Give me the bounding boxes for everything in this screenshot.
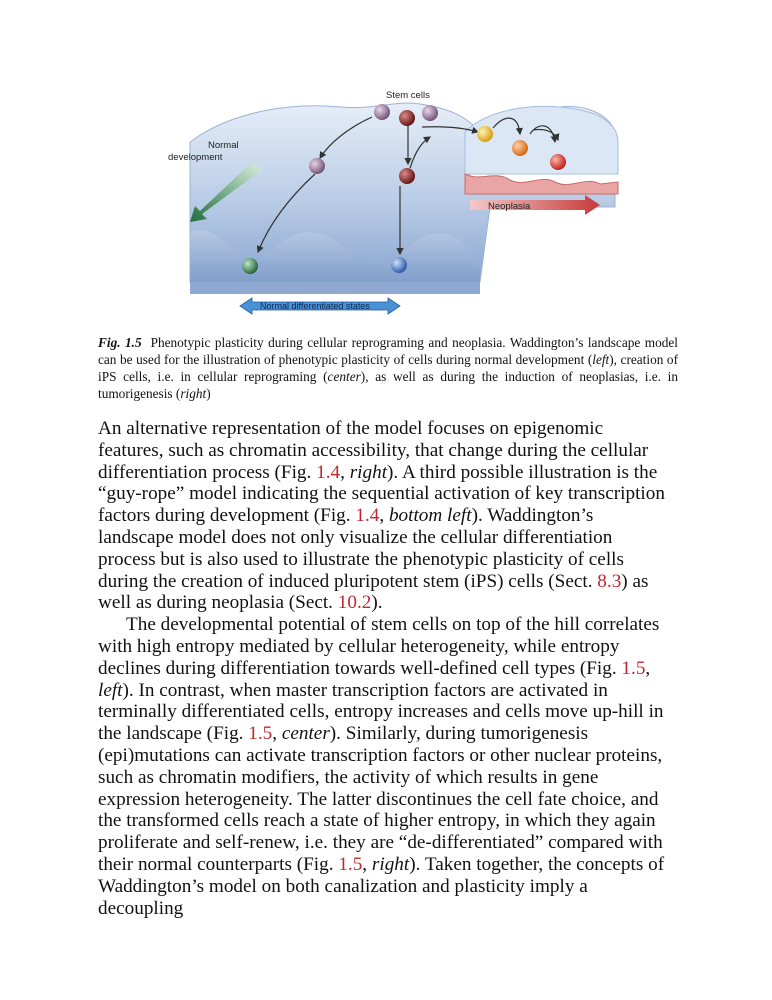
- section-ref-link[interactable]: 8.3: [597, 570, 622, 592]
- neoplasia-edge: [465, 174, 618, 194]
- differentiated-cell-green: [242, 258, 258, 274]
- differentiated-cell-blue: [391, 257, 407, 273]
- paragraph-1: An alternative representation of the model focuses on epigenomic features, such as chromatin accessibility, that change during the cellular differentiation process (Fig. 1.4, right). A third possible illustration is the “guy-rope” model indicating the sequential activation of key transcription factors during development (Fig. 1.4, bottom left). Waddington’s landscape model does not only visualize the cellular differentiation process but is also used to illustrate the phenotypic plasticity of cells during the creation of induced pluripotent stem (iPS) cells (Sect. 8.3) as well as during neoplasia (Sect. 10.2).: [98, 418, 665, 614]
- stem-cell: [374, 104, 390, 120]
- stem-cell: [422, 105, 438, 121]
- caption-text: Phenotypic plasticity during cellular reprograming and neoplasia. Waddington’s landscape model can be used for the illustration of phenotypic plasticity of cells during normal development (: [98, 335, 678, 367]
- neoplastic-cell-yellow: [477, 126, 493, 142]
- figure-ref-link[interactable]: 1.5: [621, 657, 646, 679]
- waddington-landscape-figure: [160, 82, 620, 320]
- figure-ref-link[interactable]: 1.4: [316, 461, 341, 483]
- intermediate-cell: [309, 158, 325, 174]
- normal-development-label-1: Normal: [208, 140, 239, 151]
- normal-development-label-2: development: [168, 152, 223, 163]
- normal-differentiated-label: Normal differentiated states: [260, 301, 370, 311]
- figure-number: Fig. 1.5: [98, 335, 142, 350]
- figure-ref-link[interactable]: 1.5: [338, 853, 363, 875]
- section-ref-link[interactable]: 10.2: [337, 592, 372, 614]
- neoplasia-label: Neoplasia: [488, 201, 531, 212]
- stem-cells-label: Stem cells: [386, 90, 430, 101]
- intermediate-cell: [399, 168, 415, 184]
- body-text: [98, 418, 670, 919]
- figure-ref-link[interactable]: 1.4: [355, 505, 380, 527]
- neoplastic-cell-red: [550, 154, 566, 170]
- neoplastic-cell-orange: [512, 140, 528, 156]
- figure-caption: Fig. 1.5 Phenotypic plasticity during cellular reprograming and neoplasia. Waddington’s landscape model can be used for the illustration of phenotypic plasticity of cells during normal development (left), creation of iPS cells, i.e. in cellular reprograming (center), as well as during the induction of neoplasias, i.e. in tumorigenesis (right): [98, 335, 678, 401]
- paragraph-2: The developmental potential of stem cells on top of the hill correlates with high entropy mediated by cellular heterogeneity, while entropy declines during differentiation towards well-defined cell types (Fig. 1.5, left). In contrast, when master transcription factors are activated in terminally differentiated cells, entropy increases and cells move up-hill in the landscape (Fig. 1.5, center). Similarly, during tumorigenesis (epi)mutations can activate transcription factors or other nuclear proteins, such as chromatin modifiers, the activity of which results in gene expression heterogeneity. The latter discontinues the cell fate choice, and the transformed cells reach a state of higher entropy, in which they again proliferate and self-renew, i.e. they are “de-differentiated” compared with their normal counterparts (Fig. 1.5, right). Taken together, the concepts of Waddington’s model on both canalization and plasticity imply a decoupling: [98, 614, 665, 919]
- figure-ref-link[interactable]: 1.5: [248, 723, 273, 745]
- landscape-base: [190, 282, 480, 294]
- landscape-illustration: [160, 82, 620, 320]
- stem-cell: [399, 110, 415, 126]
